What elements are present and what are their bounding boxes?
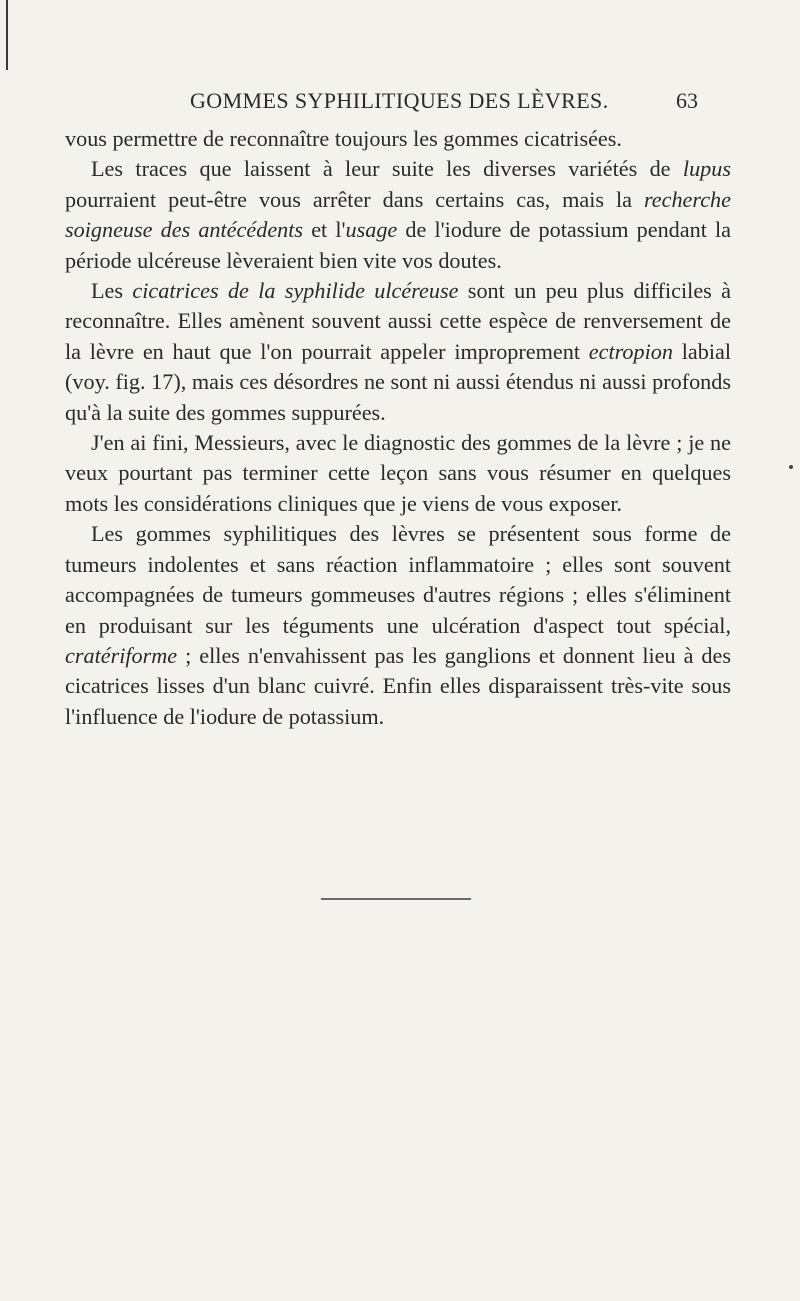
page-header (168, 88, 698, 118)
text-run: ; elles n'envahissent pas les ganglions et donnent lieu à des cicatrices lisses d'un blanc cuivré. Enfin elles disparaissent très-vite sous l'influence de l'iodure de potassium. (65, 642, 731, 729)
paragraph-5 (65, 519, 731, 732)
paragraph-4 (65, 428, 731, 519)
italic-run: cratériforme (65, 642, 178, 668)
text-run: Les gommes syphilitiques des lèvres se présentent sous forme de tumeurs indolentes et sans réaction inflammatoire ; elles sont souvent accompagnées de tumeurs gommeuses d'autres régions ; elles s'éliminent en produisant sur les téguments une ulcération d'aspect tout spécial, (65, 521, 731, 638)
text-run: Les (91, 278, 133, 304)
text-run: et l' (303, 217, 346, 243)
paragraph-2 (65, 154, 731, 276)
text-run: J'en ai fini, Messieurs, avec le diagnostic des gommes de la lèvre ; je ne veux pourtant pas terminer cette leçon sans vous résumer en quelques mots les considérations cliniques que je viens de vous exposer. (65, 430, 731, 516)
page-edge-line (6, 0, 8, 70)
body-text (65, 124, 731, 732)
italic-run: ectropion (588, 338, 673, 364)
end-rule (321, 898, 471, 900)
italic-run: recherche soigneuse des antécédents (65, 186, 731, 243)
margin-speck (789, 465, 793, 469)
text-run: Les traces que laissent à leur suite les diverses variétés de (91, 156, 683, 182)
italic-run: lupus (682, 156, 731, 182)
text-run: de l'iodure de potassium pendant la période ulcéreuse lèveraient bien vite vos doutes. (65, 217, 732, 273)
paragraph-1 (65, 124, 731, 154)
italic-run: cicatrices de la syphilide ulcéreuse (132, 278, 459, 304)
page-number: 63 (676, 88, 698, 113)
italic-run: usage (345, 217, 398, 243)
text-run: pourraient peut-être vous arrêter dans certains cas, mais la (65, 186, 644, 212)
text-run: sont un peu plus difficiles à reconnaître. Elles amènent souvent aussi cette espèce de renversement de la lèvre en haut que l'on pourrait appeler improprement (65, 278, 731, 364)
running-title: GOMMES SYPHILITIQUES DES LÈVRES. (190, 88, 609, 113)
text-run: vous permettre de reconnaître toujours les gommes cicatrisées. (65, 126, 622, 151)
paragraph-3 (65, 276, 731, 428)
text-run: labial (voy. fig. 17), mais ces désordres ne sont ni aussi étendus ni aussi profonds qu'à la suite des gommes suppurées. (65, 338, 731, 425)
